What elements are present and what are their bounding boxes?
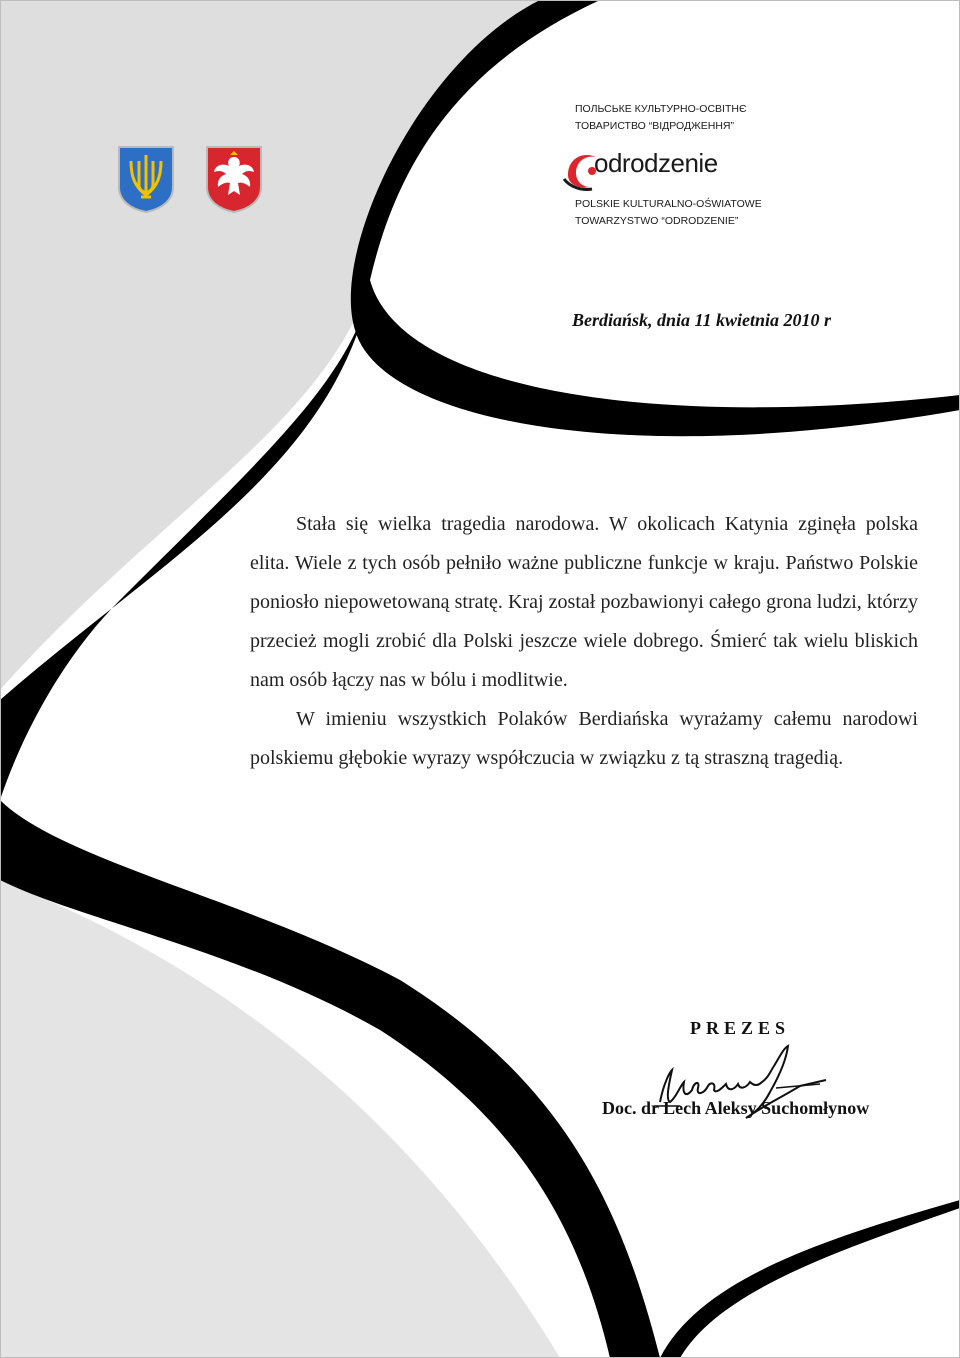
org-pl-line2: TOWARZYSTWO “ODRODZENIE” xyxy=(575,215,739,227)
org-ua-line2: ТОВАРИСТВО “ВІДРОДЖЕННЯ” xyxy=(575,120,734,132)
ukraine-coat-of-arms-icon xyxy=(117,145,175,213)
org-ua-line1: ПОЛЬСЬКЕ КУЛЬТУРНО-ОСВІТНЄ xyxy=(575,103,747,115)
signature-title: PREZES xyxy=(690,1018,791,1038)
letter-body xyxy=(250,505,918,778)
org-pl-line1: POLSKIE KULTURALNO-OŚWIATOWE xyxy=(575,198,762,210)
organization-name-polish xyxy=(575,196,762,230)
signer-name: Doc. dr Lech Aleksy Suchomłynow xyxy=(602,1098,870,1118)
paragraph-2: W imieniu wszystkich Polaków Berdiańska wyrażamy całemu narodowi polskiemu głębokie wyrazy współczucia w związku z tą straszną tragedią. xyxy=(250,708,918,769)
letter-date: Berdiańsk, dnia 11 kwietnia 2010 r xyxy=(572,310,832,330)
poland-coat-of-arms-icon xyxy=(205,145,263,213)
paragraph-1: Stała się wielka tragedia narodowa. W okolicach Katynia zginęła polska elita. Wiele z tych osób pełniło ważne publiczne funkcje w kraju. Państwo Polskie poniosło niepowetowaną stratę. Kraj został pozbawionyi całego grona ludzi, którzy przecież mogli zrobić dla Polski jeszcze wiele dobrego. Śmierć tak wielu bliskich nam osób łączy nas w bólu i modlitwie. xyxy=(250,513,918,691)
odrodzenie-logo xyxy=(562,145,752,195)
logo-wordmark: odrodzenie xyxy=(594,148,718,178)
organization-name-ukrainian xyxy=(575,101,747,135)
thin-swoosh-right xyxy=(660,1200,960,1358)
